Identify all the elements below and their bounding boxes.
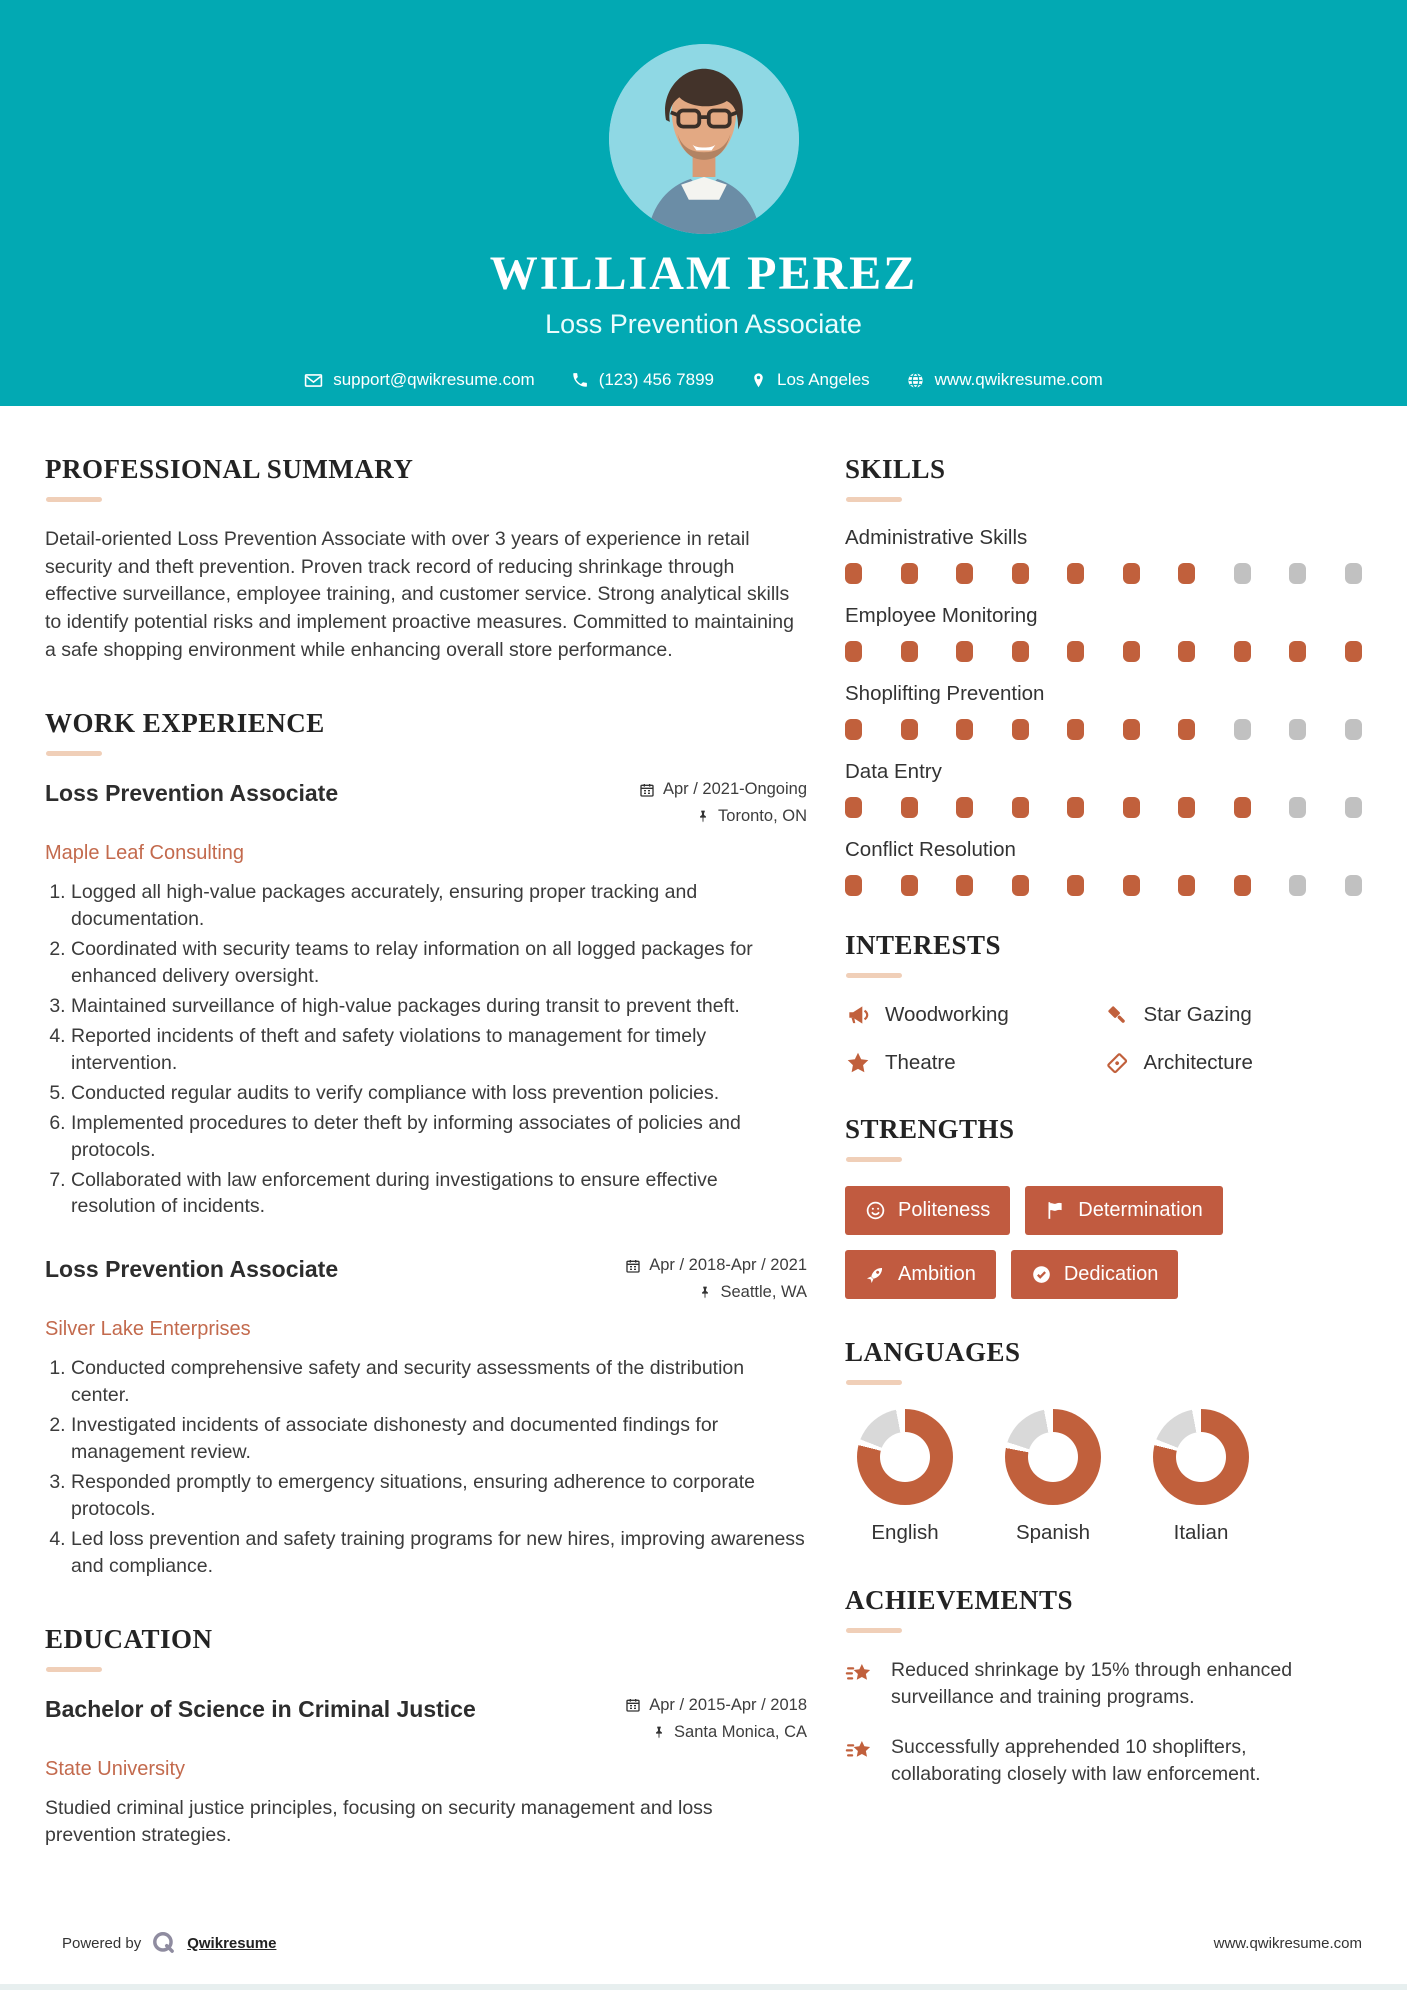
- language-donut-chart: [1153, 1409, 1249, 1505]
- skill-rating: [845, 797, 1362, 818]
- interest-label: Star Gazing: [1143, 1003, 1252, 1026]
- strength-chip: [1025, 1186, 1223, 1235]
- job-bullet: 1. Logged all high-value packages accurately, ensuring proper tracking and documentation.: [71, 879, 807, 933]
- strength-label: Politeness: [898, 1199, 991, 1221]
- heading-underline: [846, 1380, 902, 1385]
- powered-by-label: Powered by: [62, 1934, 142, 1952]
- heading-underline: [46, 1667, 102, 1672]
- phone-icon: [571, 371, 589, 389]
- skill-dot: [1345, 875, 1362, 896]
- language-label: Italian: [1173, 1521, 1229, 1544]
- skill-dot: [1234, 797, 1251, 818]
- skill-dot: [1234, 719, 1251, 740]
- pushpin-icon: [696, 809, 710, 824]
- skill-dot: [1289, 563, 1306, 584]
- shooting-star-icon: [845, 1659, 875, 1689]
- skill-dot: [956, 875, 973, 896]
- skill-rating: [845, 719, 1362, 740]
- contact-phone-text: (123) 456 7899: [598, 370, 715, 389]
- resume-body: [0, 406, 1407, 1894]
- job-bullet: 6. Implemented procedures to deter theft by informing associates of policies and protocols.: [71, 1110, 807, 1164]
- strength-chip: [845, 1250, 996, 1299]
- skill-rating: [845, 563, 1362, 584]
- job-bullet: 4. Led loss prevention and safety training programs for new hires, improving awareness and compliance.: [71, 1526, 807, 1580]
- footer-website: www.qwikresume.com: [1213, 1934, 1362, 1952]
- job-title: Loss Prevention Associate: [45, 780, 339, 807]
- left-column: [45, 454, 807, 1894]
- education-location: [625, 1723, 807, 1742]
- section-skills: [845, 454, 1362, 896]
- interest-item: [1104, 1050, 1363, 1076]
- job-dates-text: Apr / 2021-Ongoing: [662, 780, 807, 799]
- skill-dot: [1289, 641, 1306, 662]
- language-label: English: [871, 1521, 939, 1544]
- skill-rating: [845, 641, 1362, 662]
- flag-icon: [1045, 1200, 1066, 1221]
- job-location-text: Seattle, WA: [720, 1283, 807, 1302]
- skill-dot: [1012, 719, 1029, 740]
- section-heading: WORK EXPERIENCE: [45, 708, 325, 739]
- language-donut-chart: [857, 1409, 953, 1505]
- section-strengths: [845, 1114, 1362, 1299]
- star-icon: [845, 1050, 871, 1076]
- heading-underline: [846, 497, 902, 502]
- heading-underline: [846, 1157, 902, 1162]
- achievement-text: Reduced shrinkage by 15% through enhanced surveillance and training programs.: [891, 1659, 1293, 1709]
- degree-title: Bachelor of Science in Criminal Justice: [45, 1695, 476, 1722]
- interest-label: Architecture: [1143, 1051, 1253, 1074]
- strength-label: Ambition: [898, 1263, 976, 1285]
- contact-row: [0, 370, 1407, 390]
- education-dates-text: Apr / 2015-Apr / 2018: [649, 1695, 807, 1714]
- skill-dot: [1345, 719, 1362, 740]
- job-entry: [45, 1256, 807, 1579]
- check-circle-icon: [1031, 1264, 1052, 1285]
- skill-name: Administrative Skills: [845, 526, 1028, 549]
- education-description: Studied criminal justice principles, focusing on security management and loss prevention strategies.: [45, 1796, 713, 1847]
- skill-dot: [1012, 875, 1029, 896]
- language-item: [1153, 1409, 1249, 1545]
- skill-dot: [845, 563, 862, 584]
- skill-name: Employee Monitoring: [845, 604, 1038, 627]
- contact-email: [304, 370, 535, 390]
- interest-label: Woodworking: [885, 1003, 1009, 1026]
- skill-dot: [901, 719, 918, 740]
- job-dates-text: Apr / 2018-Apr / 2021: [649, 1256, 807, 1275]
- education-dates: [625, 1696, 807, 1715]
- job-bullet: 4. Reported incidents of theft and safety violations to management for timely intervention.: [71, 1023, 807, 1077]
- language-item: [1005, 1409, 1101, 1545]
- job-title: Loss Prevention Associate: [45, 1256, 339, 1283]
- globe-icon: [906, 371, 925, 390]
- gavel-icon: [1104, 1002, 1130, 1028]
- achievement-item: [845, 1657, 1362, 1712]
- heading-underline: [846, 1628, 902, 1633]
- skill-dot: [901, 563, 918, 584]
- language-donut-chart: [1005, 1409, 1101, 1505]
- skill-item: [845, 838, 1362, 896]
- avatar: [609, 44, 799, 234]
- school-name: State University: [45, 1757, 186, 1780]
- skill-dot: [901, 875, 918, 896]
- section-education: [45, 1624, 807, 1850]
- language-label: Spanish: [1015, 1521, 1091, 1544]
- achievement-text: Successfully apprehended 10 shoplifters, collaborating closely with law enforcement.: [891, 1735, 1261, 1785]
- skill-dot: [1123, 875, 1140, 896]
- job-location-text: Toronto, ON: [718, 807, 807, 826]
- skill-dot: [845, 875, 862, 896]
- contact-phone: [571, 370, 714, 390]
- skill-dot: [901, 641, 918, 662]
- skill-dot: [1067, 797, 1084, 818]
- education-entry: [45, 1696, 807, 1850]
- heading-underline: [46, 751, 102, 756]
- job-bullet-list: [45, 879, 807, 1220]
- summary-text: Detail-oriented Loss Prevention Associate with over 3 years of experience in retail security and theft prevention. Proven track record of reducing shrinkage through effective surveillance, employee training, and customer service. Strong analytical skills to identify potential risks and implement proactive measures. Committed to maintaining a safe shopping environment while enhancing overall store performance.: [45, 528, 794, 661]
- calendar-icon: [625, 1697, 641, 1713]
- skill-dot: [845, 719, 862, 740]
- skill-name: Conflict Resolution: [845, 838, 1016, 861]
- skill-dot: [1012, 641, 1029, 662]
- skill-dot: [1178, 719, 1195, 740]
- contact-location: [750, 370, 870, 390]
- section-heading: PROFESSIONAL SUMMARY: [45, 454, 414, 484]
- skill-dot: [901, 797, 918, 818]
- calendar-icon: [639, 782, 655, 798]
- resume-header: [0, 0, 1407, 406]
- section-heading: EDUCATION: [45, 1623, 213, 1654]
- section-work-experience: [45, 708, 807, 1579]
- skill-dot: [1067, 875, 1084, 896]
- strength-chip: [845, 1186, 1010, 1235]
- achievement-item: [845, 1734, 1362, 1789]
- qwikresume-link[interactable]: Qwikresume: [187, 1934, 277, 1952]
- qwikresume-logo: [151, 1930, 177, 1956]
- skill-dot: [1012, 797, 1029, 818]
- section-professional-summary: [45, 454, 807, 664]
- megaphone-icon: [845, 1002, 871, 1028]
- shooting-star-icon: [845, 1736, 875, 1766]
- job-bullet: 7. Collaborated with law enforcement during investigations to ensure effective resolution of incidents.: [71, 1167, 807, 1221]
- job-location: [625, 1283, 807, 1302]
- email-icon: [304, 371, 323, 390]
- job-bullet: 5. Conducted regular audits to verify compliance with loss prevention policies.: [71, 1080, 807, 1107]
- job-company: Maple Leaf Consulting: [45, 842, 245, 865]
- skill-dot: [1123, 563, 1140, 584]
- skill-rating: [845, 875, 1362, 896]
- section-interests: [845, 930, 1362, 1076]
- avatar-illustration: [609, 44, 799, 234]
- section-heading: INTERESTS: [845, 930, 1002, 960]
- skill-dot: [1289, 719, 1306, 740]
- skill-dot: [1234, 563, 1251, 584]
- section-heading: LANGUAGES: [845, 1337, 1021, 1367]
- skill-item: [845, 604, 1362, 662]
- interest-item: [845, 1050, 1104, 1076]
- skill-dot: [956, 797, 973, 818]
- pushpin-icon: [652, 1725, 666, 1740]
- interest-item: [845, 1002, 1104, 1028]
- skill-dot: [1178, 641, 1195, 662]
- skill-dot: [956, 719, 973, 740]
- skill-dot: [1345, 641, 1362, 662]
- skill-dot: [1178, 797, 1195, 818]
- strength-chip: [1011, 1250, 1179, 1299]
- skill-dot: [1345, 563, 1362, 584]
- skill-dot: [1234, 641, 1251, 662]
- language-item: [857, 1409, 953, 1545]
- smiley-icon: [865, 1200, 886, 1221]
- skill-dot: [1012, 563, 1029, 584]
- strength-label: Determination: [1078, 1199, 1203, 1221]
- skill-dot: [956, 563, 973, 584]
- skill-item: [845, 682, 1362, 740]
- page-edge-strip: [0, 1984, 1407, 1990]
- job-bullet: 1. Conducted comprehensive safety and security assessments of the distribution center.: [71, 1355, 807, 1409]
- skill-dot: [1067, 563, 1084, 584]
- skill-item: [845, 526, 1362, 584]
- skill-dot: [1123, 641, 1140, 662]
- skill-dot: [845, 641, 862, 662]
- contact-website: [906, 370, 1103, 390]
- section-heading: SKILLS: [845, 454, 946, 484]
- rocket-icon: [865, 1264, 886, 1285]
- contact-website-text: www.qwikresume.com: [934, 370, 1103, 389]
- person-name: WILLIAM PEREZ: [489, 247, 918, 300]
- job-bullet: 2. Coordinated with security teams to relay information on all logged packages for enhanced delivery oversight.: [71, 936, 807, 990]
- interest-label: Theatre: [885, 1051, 956, 1074]
- skill-dot: [1123, 797, 1140, 818]
- job-bullet: 2. Investigated incidents of associate dishonesty and documented findings for management review.: [71, 1412, 807, 1466]
- job-bullet: 3. Responded promptly to emergency situations, ensuring adherence to corporate protocols.: [71, 1469, 807, 1523]
- job-company: Silver Lake Enterprises: [45, 1318, 251, 1341]
- skill-name: Shoplifting Prevention: [845, 682, 1045, 705]
- education-location-text: Santa Monica, CA: [674, 1722, 807, 1741]
- skill-dot: [956, 641, 973, 662]
- contact-location-text: Los Angeles: [777, 370, 870, 389]
- section-languages: [845, 1337, 1362, 1545]
- section-heading: STRENGTHS: [845, 1114, 1015, 1144]
- interest-item: [1104, 1002, 1363, 1028]
- job-dates: [625, 1256, 807, 1275]
- skill-dot: [1067, 719, 1084, 740]
- skill-name: Data Entry: [845, 760, 942, 783]
- skill-item: [845, 760, 1362, 818]
- strength-label: Dedication: [1063, 1263, 1159, 1285]
- heading-underline: [46, 497, 102, 502]
- diploma-icon: [1104, 1050, 1130, 1076]
- skill-dot: [1289, 875, 1306, 896]
- skill-dot: [1178, 875, 1195, 896]
- page-footer: [0, 1930, 1407, 1956]
- person-job-title: Loss Prevention Associate: [545, 309, 862, 339]
- skill-dot: [1123, 719, 1140, 740]
- contact-email-text: support@qwikresume.com: [333, 370, 535, 389]
- skill-dot: [1234, 875, 1251, 896]
- job-bullet-list: [45, 1355, 807, 1579]
- right-column: [845, 454, 1362, 1894]
- heading-underline: [846, 973, 902, 978]
- location-pin-icon: [750, 371, 767, 390]
- pushpin-icon: [698, 1285, 712, 1300]
- calendar-icon: [625, 1258, 641, 1274]
- skill-dot: [1345, 797, 1362, 818]
- skill-dot: [845, 797, 862, 818]
- section-achievements: [845, 1585, 1362, 1788]
- skill-dot: [1178, 563, 1195, 584]
- job-bullet: 3. Maintained surveillance of high-value packages during transit to prevent theft.: [71, 993, 807, 1020]
- job-location: [639, 807, 807, 826]
- skill-dot: [1067, 641, 1084, 662]
- section-heading: ACHIEVEMENTS: [845, 1585, 1074, 1615]
- job-dates: [639, 780, 807, 799]
- skill-dot: [1289, 797, 1306, 818]
- job-entry: [45, 780, 807, 1220]
